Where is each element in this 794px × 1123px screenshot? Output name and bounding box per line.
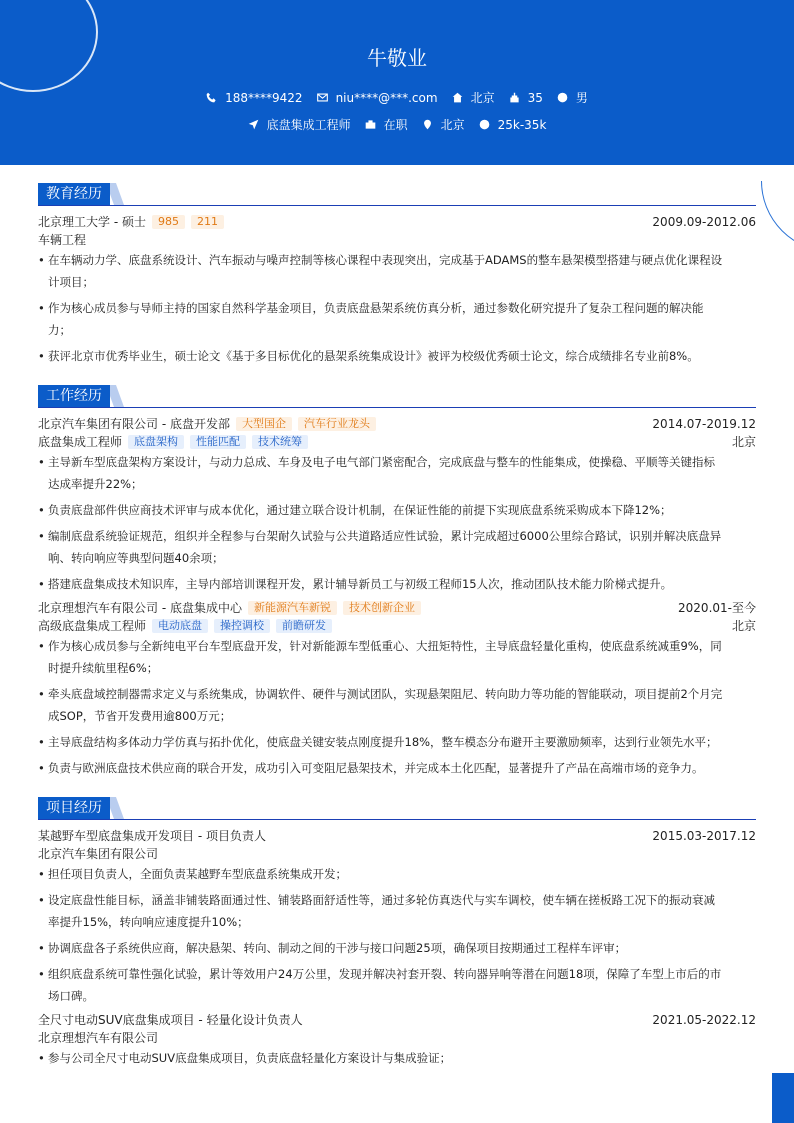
skill-tag: 前瞻研发: [276, 619, 332, 633]
project-header: [38, 828, 756, 844]
status-text: 在职: [383, 118, 408, 132]
list-item: • 作为核心成员参与全新纯电平台车型底盘开发，针对新能源车型低重心、大扭矩特性，主导底盘轻量化重构，使底盘系统减重9%，同 时提升续航里程6%；: [38, 635, 760, 679]
target-city-item: [422, 116, 465, 133]
location-text: 北京: [470, 91, 495, 105]
resume-header: [0, 0, 794, 165]
contact-row: [0, 89, 794, 106]
company-name: 北京汽车集团有限公司 - 底盘开发部: [38, 417, 230, 431]
phone-icon: [206, 92, 217, 103]
job-position-row: [38, 434, 756, 450]
company-tag: 新能源汽车新锐: [248, 601, 337, 615]
list-item: • 编制底盘系统验证规范，组织并全程参与台架耐久试验与公共道路适应性试验，累计完成超过6000公里综合路试，识别并解决底盘异 响、转向响应等典型问题40余项；: [38, 525, 760, 569]
map-pin-icon: [422, 119, 433, 130]
target-job-item: [248, 116, 351, 133]
education-header: [38, 214, 756, 230]
education-date: 2009.09-2012.06: [652, 215, 756, 229]
project-org: 北京汽车集团有限公司: [38, 847, 159, 861]
company-tag: 大型国企: [236, 417, 292, 431]
project-name: 全尺寸电动SUV底盘集成项目 - 轻量化设计负责人: [38, 1013, 303, 1027]
major: 车辆工程: [38, 233, 87, 247]
salary-item: [479, 118, 547, 132]
list-item: • 获评北京市优秀毕业生，硕士论文《基于多目标优化的悬架系统集成设计》被评为校级优秀硕士论文，综合成绩排名专业前8%。: [38, 345, 760, 367]
age-item: [509, 91, 543, 105]
send-icon: [248, 119, 259, 130]
job-position-row: [38, 618, 756, 634]
phone-item: [206, 91, 302, 105]
list-item: • 作为核心成员参与导师主持的国家自然科学基金项目，负责底盘悬架系统仿真分析，通过参数化研究提升了复杂工程问题的解决能 力；: [38, 297, 760, 341]
list-item: • 组织底盘系统可靠性强化试验，累计等效用户24万公里，发现并解决衬套开裂、转向器异响等潜在问题18项，保障了车型上市后的市 场口碑。: [38, 963, 760, 1007]
list-item: • 主导新车型底盘架构方案设计，与动力总成、车身及电子电气部门紧密配合，完成底盘与整车的性能集成，使操稳、平顺等关键指标 达成率提升22%；: [38, 451, 760, 495]
section-label: 教育经历: [38, 183, 110, 205]
list-item: • 参与公司全尺寸电动SUV底盘集成项目，负责底盘轻量化方案设计与集成验证；: [38, 1047, 760, 1069]
location-item: [452, 89, 495, 106]
project-header: [38, 1012, 756, 1028]
section-title-education: [38, 183, 756, 206]
project-date: 2021.05-2022.12: [652, 1013, 756, 1027]
section-label: 工作经历: [38, 385, 110, 407]
skill-tag: 底盘架构: [128, 435, 184, 449]
job-header: [38, 416, 756, 432]
list-item: • 在车辆动力学、底盘系统设计、汽车振动与噪声控制等核心课程中表现突出，完成基于ADAMS的整车悬架模型搭建与硬点优化课程设 计项目；: [38, 249, 760, 293]
project-date: 2015.03-2017.12: [652, 829, 756, 843]
decorative-corner-block: [772, 1073, 794, 1123]
company-tag: 汽车行业龙头: [298, 417, 376, 431]
list-item: • 负责与欧洲底盘技术供应商的联合开发，成功引入可变阻尼悬架技术，并完成本土化匹配，显著提升了产品在高端市场的竞争力。: [38, 757, 760, 779]
job-header: [38, 600, 756, 616]
salary-text: 25k-35k: [497, 117, 547, 132]
cake-icon: [509, 92, 520, 103]
list-item: • 牵头底盘域控制器需求定义与系统集成，协调软件、硬件与测试团队，实现悬架阻尼、转向助力等功能的智能联动，项目提前2个月完 成SOP，节省开发费用逾800万元；: [38, 683, 760, 727]
skill-tag: 性能匹配: [190, 435, 246, 449]
tag-211: 211: [191, 215, 224, 229]
skill-tag: 电动底盘: [152, 619, 208, 633]
list-item: • 担任项目负责人，全面负责某越野车型底盘系统集成开发；: [38, 863, 760, 885]
email-item: [317, 91, 438, 105]
candidate-name: 牛敬业: [367, 46, 427, 70]
status-item: [365, 116, 408, 133]
job-intent-row: [0, 116, 794, 133]
list-item: • 负责底盘部件供应商技术评审与成本优化，通过建立联合设计机制，在保证性能的前提下实现底盘系统采购成本下降12%；: [38, 499, 760, 521]
position: 底盘集成工程师: [38, 435, 123, 449]
phone-text: 188****9422: [225, 90, 303, 105]
school-name: 北京理工大学 - 硕士: [38, 215, 146, 229]
briefcase-icon: [365, 119, 376, 130]
home-icon: [452, 92, 463, 103]
job-city: 北京: [731, 435, 756, 449]
age-text: 35: [527, 90, 543, 105]
target-city-text: 北京: [440, 118, 465, 132]
tag-985: 985: [152, 215, 185, 229]
gender-icon: [557, 92, 568, 103]
skill-tag: 操控调校: [214, 619, 270, 633]
email-text: niu****@***.com: [335, 90, 438, 105]
section-title-work: [38, 385, 756, 408]
project-name: 某越野车型底盘集成开发项目 - 项目负责人: [38, 829, 266, 843]
job-city: 北京: [731, 619, 756, 633]
company-tag: 技术创新企业: [343, 601, 421, 615]
gender-item: [557, 89, 588, 106]
money-icon: [479, 119, 490, 130]
skill-tag: 技术统筹: [252, 435, 308, 449]
section-label: 项目经历: [38, 797, 110, 819]
project-org: 北京理想汽车有限公司: [38, 1031, 159, 1045]
list-item: • 搭建底盘集成技术知识库，主导内部培训课程开发，累计辅导新员工与初级工程师15人次，推动团队技术能力阶梯式提升。: [38, 573, 760, 595]
position: 高级底盘集成工程师: [38, 619, 147, 633]
job-date: 2014.07-2019.12: [652, 417, 756, 431]
mail-icon: [317, 92, 328, 103]
company-name: 北京理想汽车有限公司 - 底盘集成中心: [38, 601, 242, 615]
section-title-projects: [38, 797, 756, 820]
list-item: • 协调底盘各子系统供应商，解决悬架、转向、制动之间的干涉与接口问题25项，确保项目按期通过工程样车评审；: [38, 937, 760, 959]
target-job-text: 底盘集成工程师: [266, 118, 351, 132]
gender-text: 男: [575, 91, 588, 105]
list-item: • 设定底盘性能目标，涵盖非铺装路面通过性、铺装路面舒适性等，通过多轮仿真迭代与实车调校，使车辆在搓板路工况下的振动衰减 率提升15%，转向响应速度提升10%；: [38, 889, 760, 933]
job-date: 2020.01-至今: [678, 601, 756, 615]
list-item: • 主导底盘结构多体动力学仿真与拓扑优化，使底盘关键安装点刚度提升18%，整车模态分布避开主要激励频率，达到行业领先水平；: [38, 731, 760, 753]
